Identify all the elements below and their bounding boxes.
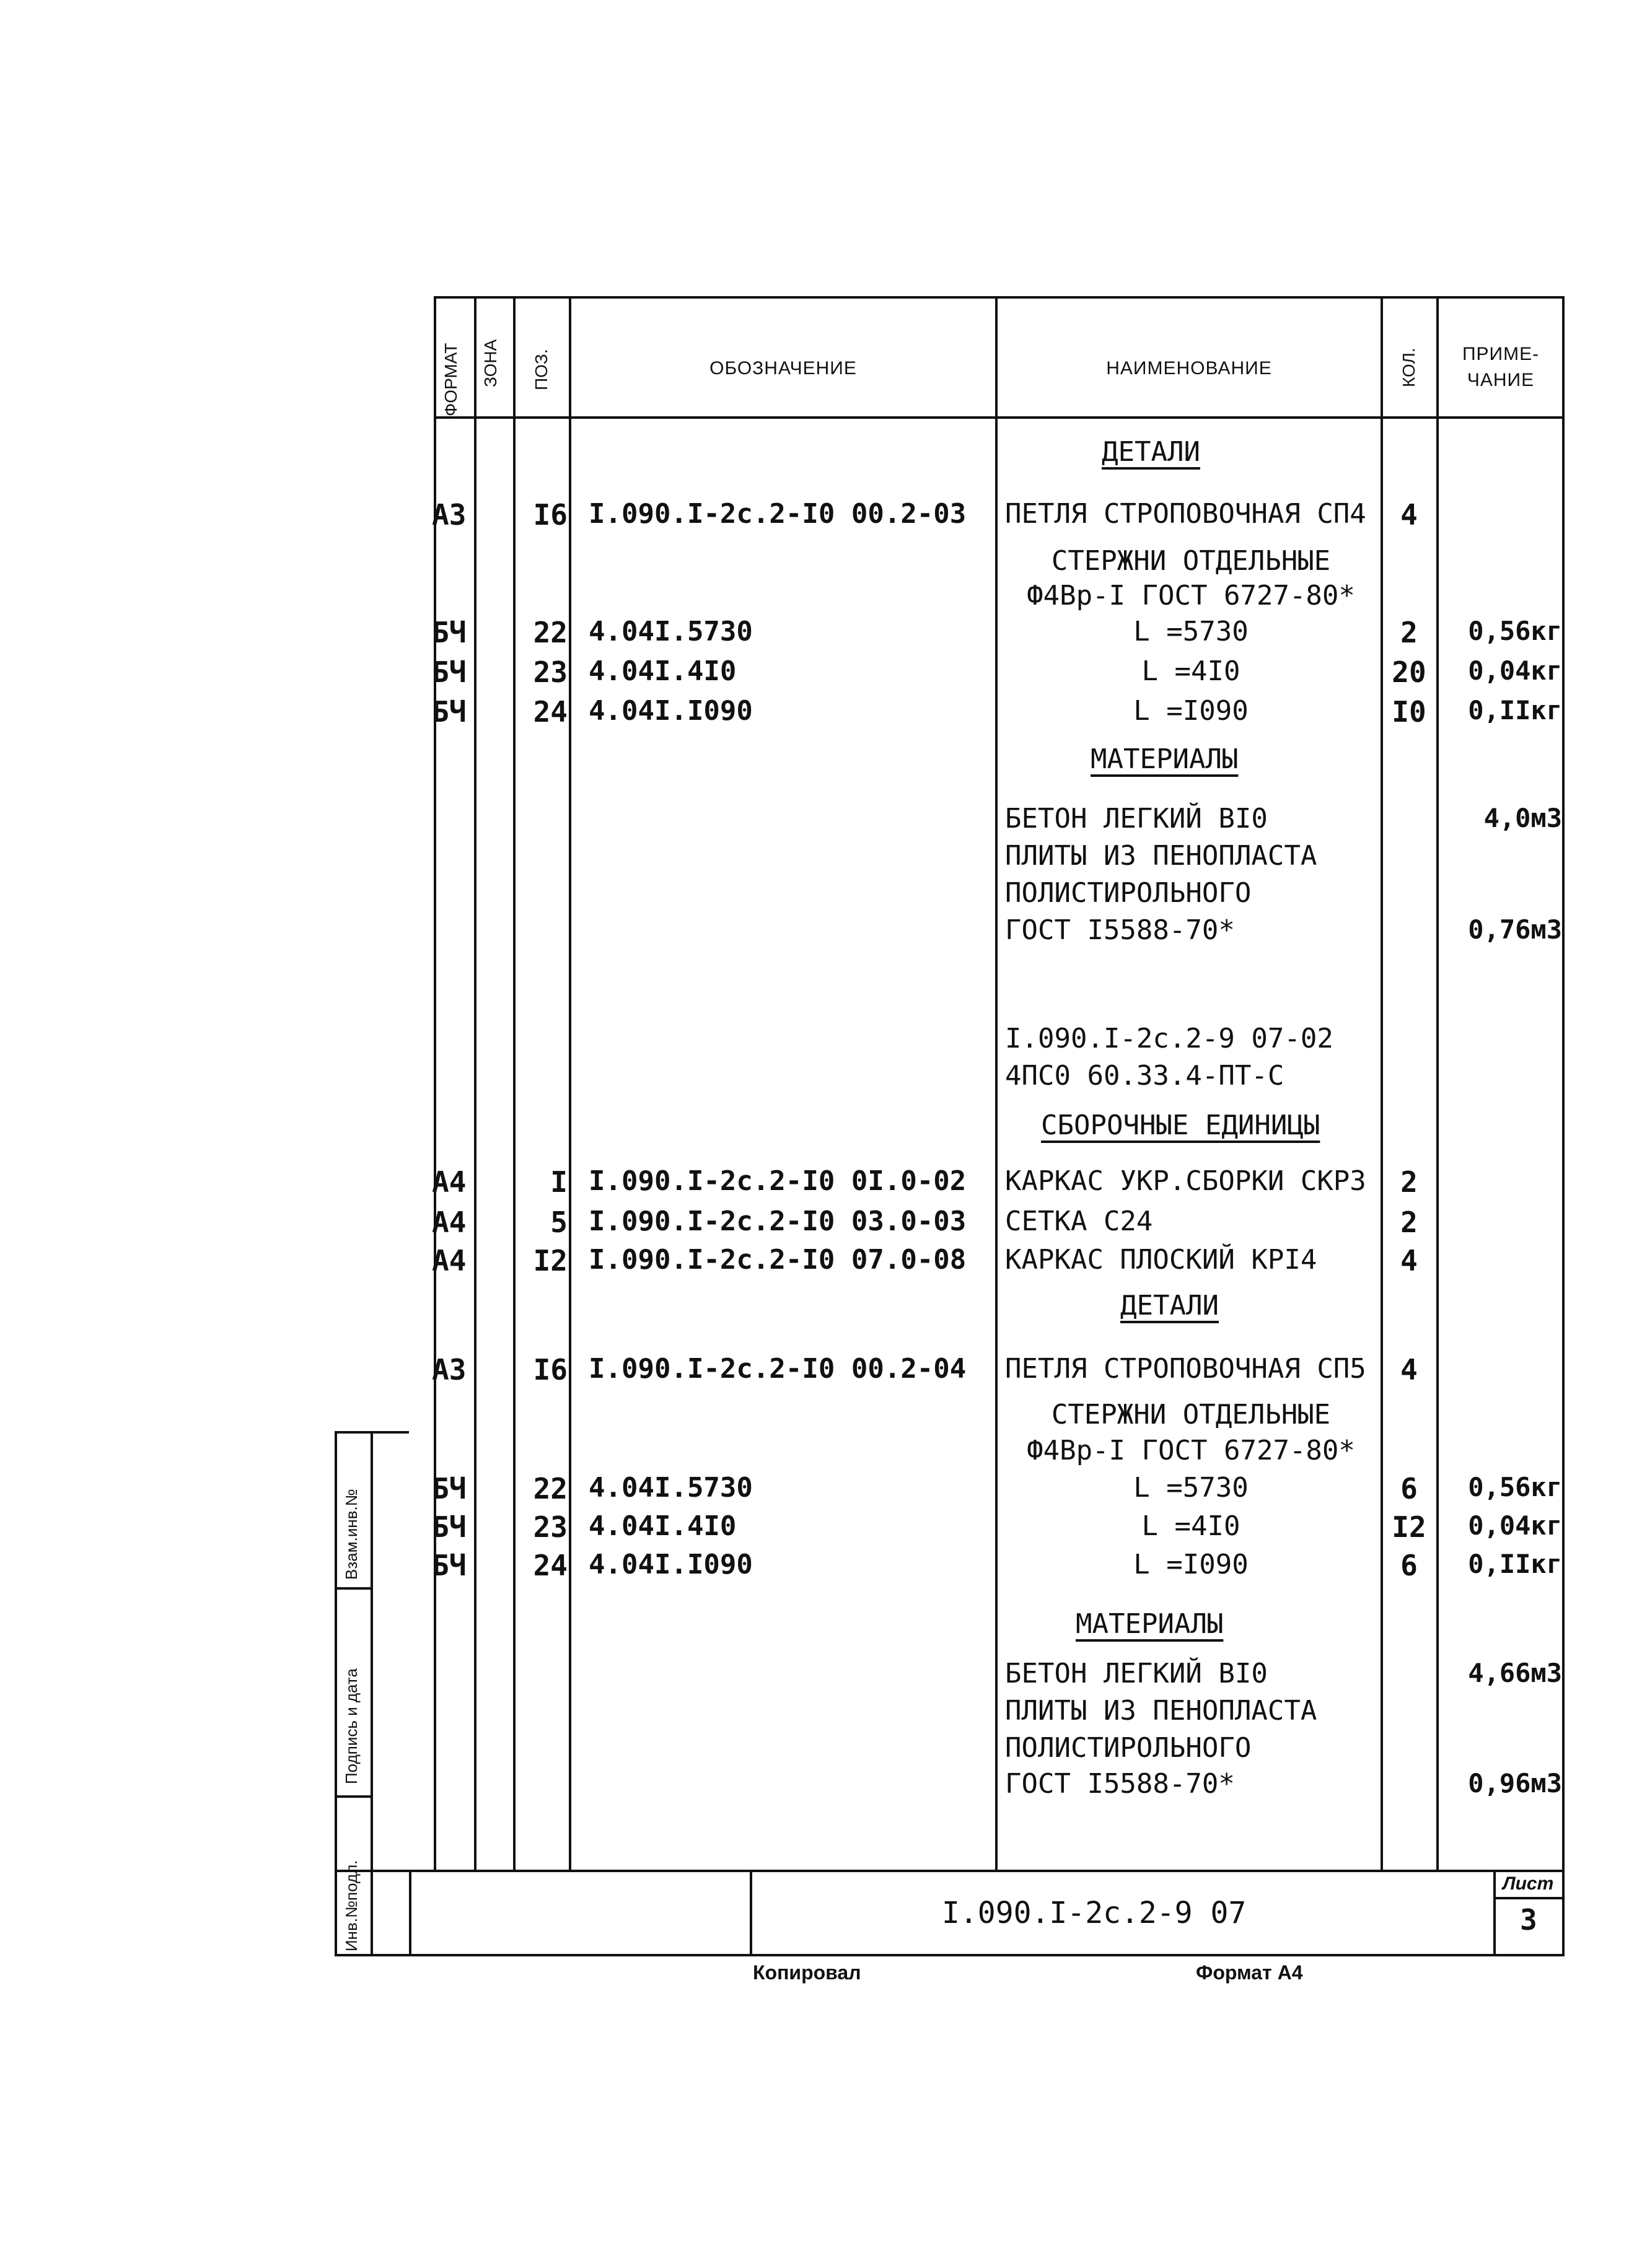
row-format: БЧ [432,655,467,689]
row-designation: 4.04I.I090 [589,695,753,727]
title-block-line [409,1870,411,1956]
row-format: БЧ [432,695,467,729]
row-designation: I.090.I-2c.2-I0 07.0-08 [589,1244,967,1276]
row-name: Ф4Вр-I ГОСТ 6727-80* [1027,580,1355,611]
footer-format: Формат А4 [1196,1961,1303,1984]
title-block-line [750,1870,752,1956]
stamp-signature-date: Подпись и дата [342,1668,361,1784]
row-name: ГОСТ I5588-70* [1005,914,1235,946]
side-stamp-line [335,1587,372,1590]
row-qty: I2 [1392,1510,1426,1544]
row-format: БЧ [432,1549,467,1582]
row-name: ПЕТЛЯ СТРОПОВОЧНАЯ СП5 [1005,1353,1366,1385]
row-name: L =I090 [1133,695,1249,727]
row-format: БЧ [432,1510,467,1544]
row-designation: I.090.I-2c.2-I0 0I.0-02 [589,1165,967,1197]
sheet-number: 3 [1520,1903,1537,1937]
row-pos: I2 [533,1244,568,1277]
row-pos: 24 [533,695,568,729]
side-stamp-line [335,1431,337,1956]
row-qty: 6 [1400,1472,1418,1505]
row-pos: 23 [533,1510,568,1544]
row-pos: I6 [533,1353,568,1386]
row-note: 0,IIкг [1468,695,1562,725]
row-note: 0,04кг [1468,1510,1562,1541]
col-line [1436,296,1439,1870]
right-border [1562,296,1565,1956]
row-qty: 6 [1400,1549,1418,1582]
row-pos: I [550,1165,568,1199]
row-name: СЕТКА С24 [1005,1206,1153,1237]
row-pos: 22 [533,1472,568,1505]
row-note: 4,0м3 [1483,803,1562,833]
title-block-top [335,1870,1565,1872]
row-format: АЗ [432,498,467,532]
row-name: ПОЛИСТИРОЛЬНОГО [1005,877,1252,909]
row-designation: 4.04I.I090 [589,1549,753,1580]
row-designation: 4.04I.4I0 [589,1510,737,1542]
side-stamp-line [335,1795,372,1798]
col-line [434,296,436,1870]
row-format: А4 [432,1244,467,1277]
row-designation: 4.04I.4I0 [589,655,737,687]
row-name: ПОЛИСТИРОЛЬНОГО [1005,1732,1252,1764]
header-qty: КОЛ. [1399,348,1418,387]
row-name: I.090.I-2c.2-9 07-02 [1005,1023,1333,1054]
col-line [1381,296,1383,1870]
row-name: ПЕТЛЯ СТРОПОВОЧНАЯ СП4 [1005,498,1366,530]
header-name: НАИМЕНОВАНИЕ [1106,358,1272,379]
section-heading: МАТЕРИАЛЫ [1091,743,1239,775]
row-name: 4ПС0 60.33.4-ПТ-С [1005,1060,1284,1092]
col-line [513,296,516,1870]
row-pos: I6 [533,498,568,532]
row-name: БЕТОН ЛЕГКИЙ ВI0 [1005,803,1268,834]
title-block-bottom [335,1954,1565,1956]
row-qty: 2 [1400,1206,1418,1239]
row-qty: I0 [1392,695,1426,729]
row-pos: 23 [533,655,568,689]
col-line [995,296,998,1870]
section-heading: ДЕТАЛИ [1120,1290,1219,1321]
row-designation: I.090.I-2c.2-I0 00.2-04 [589,1353,967,1385]
header-bottom-border [434,416,1565,419]
row-note: 4,66м3 [1468,1658,1562,1688]
row-name: КАРКАС УКР.СБОРКИ СКР3 [1005,1165,1366,1197]
row-name: L =4I0 [1141,655,1240,687]
row-pos: 24 [533,1549,568,1582]
header-note-1: ПРИМЕ- [1462,344,1540,364]
row-name: L =I090 [1133,1549,1249,1580]
row-pos: 5 [550,1206,568,1239]
row-qty: 4 [1400,1244,1418,1277]
stamp-replaced-inv: Взам.инв.№ [342,1489,361,1580]
row-note: 0,96м3 [1468,1768,1562,1798]
header-pos: ПОЗ. [532,349,551,390]
header-designation: ОБОЗНАЧЕНИЕ [709,358,857,379]
section-heading: МАТЕРИАЛЫ [1076,1608,1224,1640]
side-stamp-line [371,1431,373,1956]
row-format: БЧ [432,1472,467,1505]
side-stamp-line [335,1431,409,1434]
row-format: БЧ [432,616,467,649]
row-qty: 2 [1400,1165,1418,1199]
row-qty: 2 [1400,616,1418,649]
col-line [474,296,476,1870]
footer-copied: Копировал [753,1961,861,1984]
sheet-label: Лист [1503,1873,1554,1894]
row-qty: 4 [1400,498,1418,532]
row-note: 0,76м3 [1468,914,1562,945]
document-code: I.090.I-2c.2-9 07 [942,1896,1247,1930]
row-name: Ф4Вр-I ГОСТ 6727-80* [1027,1435,1355,1466]
row-name: ПЛИТЫ ИЗ ПЕНОПЛАСТА [1005,840,1317,872]
row-note: 0,56кг [1468,616,1562,646]
col-line [569,296,571,1870]
row-designation: 4.04I.5730 [589,616,753,647]
row-designation: I.090.I-2c.2-I0 03.0-03 [589,1206,967,1237]
row-designation: 4.04I.5730 [589,1472,753,1504]
title-block-line [1493,1870,1496,1956]
row-name: ГОСТ I5588-70* [1005,1768,1235,1800]
row-format: А4 [432,1165,467,1199]
row-name: L =5730 [1133,616,1249,647]
header-note-2: ЧАНИЕ [1467,370,1535,390]
stamp-original-inv: Инв.№подл. [342,1860,361,1951]
row-name: L =5730 [1133,1472,1249,1504]
top-border [434,296,1565,299]
row-note: 0,56кг [1468,1472,1562,1502]
row-designation: I.090.I-2c.2-I0 00.2-03 [589,498,967,530]
row-qty: 4 [1400,1353,1418,1386]
row-format: АЗ [432,1353,467,1386]
row-note: 0,IIкг [1468,1549,1562,1579]
row-name: СТЕРЖНИ ОТДЕЛЬНЫЕ [1051,545,1331,577]
sheet-divider [1493,1897,1565,1899]
row-name: ПЛИТЫ ИЗ ПЕНОПЛАСТА [1005,1695,1317,1727]
row-name: СТЕРЖНИ ОТДЕЛЬНЫЕ [1051,1399,1331,1430]
row-format: А4 [432,1206,467,1239]
row-name: L =4I0 [1141,1510,1240,1542]
header-zone: ЗОНА [481,339,500,387]
row-note: 0,04кг [1468,655,1562,686]
row-name: БЕТОН ЛЕГКИЙ ВI0 [1005,1658,1268,1689]
section-heading: ДЕТАЛИ [1102,436,1200,468]
row-pos: 22 [533,616,568,649]
header-format: ФОРМАТ [441,343,460,416]
row-name: КАРКАС ПЛОСКИЙ КРI4 [1005,1244,1317,1276]
row-qty: 20 [1392,655,1426,689]
section-heading: СБОРОЧНЫЕ ЕДИНИЦЫ [1041,1110,1320,1141]
